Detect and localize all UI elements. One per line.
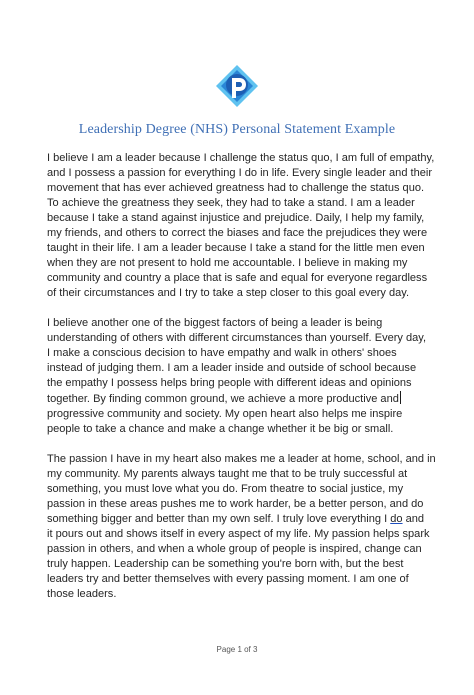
underlined-word: do [390, 513, 403, 525]
text-line: leaders try and better themselves with every passing moment. I am one of [47, 573, 409, 585]
text-line: people to take a chance and make a change whether it be big or small. [47, 423, 394, 435]
text-line: together. By finding common ground, we achieve a more productive and [47, 393, 399, 405]
page-number-footer: Page 1 of 3 [216, 645, 258, 654]
text-line: community and country a place that is safe and equal for everyone regardless [47, 272, 428, 284]
text-line: truly happen. Leadership can be something you're born with, but the best [47, 558, 404, 570]
text-line: I make a conscious decision to have empathy and walk in others' shoes [47, 347, 397, 359]
text-line: The passion I have in my heart also makes me a leader at home, school, and in [47, 453, 436, 465]
paragraph-2 [47, 316, 429, 437]
text-line: when they are not present to hold me accountable. I believe in making my [47, 257, 408, 269]
text-segment: and [402, 513, 425, 525]
text-line: I believe another one of the biggest factors of being a leader is being [47, 317, 383, 329]
brand-p-logo-icon [212, 62, 262, 112]
text-line: passion in others, and when a whole group of people is inspired, change can [47, 543, 422, 555]
text-line: passion in these areas pushes me to work harder, be a better person, and do [47, 498, 424, 510]
text-line: To achieve the greatness they seek, they had to take a stand. I am a leader [47, 197, 415, 209]
text-line: movement that has ever achieved greatness had to challenge the status quo. [47, 182, 425, 194]
text-line: progressive community and society. My open heart also helps me inspire [47, 408, 403, 420]
text-line: it pours out and shows itself in every aspect of my life. My passion helps spark [47, 528, 430, 540]
text-line: the empathy I possess helps bring people with different ideas and opinions [47, 377, 412, 389]
text-line: my friends, and others to correct the biases and face the prejudices they were [47, 227, 428, 239]
text-line: those leaders. [47, 588, 117, 600]
paragraph-1 [47, 151, 435, 301]
text-line: instead of judging them. I am a leader inside and outside of school because [47, 362, 417, 374]
text-line-with-cursor [47, 391, 429, 407]
text-line: my community. My parents always taught me that to be truly successful at [47, 468, 408, 480]
text-cursor [400, 391, 401, 404]
text-line: taught in their life. I am a leader because I take a stand for the little men even [47, 242, 425, 254]
text-line: and I possess a passion for everything I do in life. Every single leader and their [47, 167, 433, 179]
text-line: understanding of others with different circumstances than yourself. Every day, [47, 332, 427, 344]
text-line: of their circumstances and I try to take a step closer to this goal every day. [47, 287, 410, 299]
document-body [47, 151, 436, 617]
text-line: something, you must love what you do. From theatre to social justice, my [47, 483, 404, 495]
paragraph-3 [47, 452, 436, 602]
text-line: because I take a stand against injustice and prejudice. Daily, I help my family, [47, 212, 425, 224]
document-title: Leadership Degree (NHS) Personal Statement Example [78, 122, 396, 137]
text-line-with-underline [47, 512, 429, 527]
text-line: I believe I am a leader because I challenge the status quo, I am full of empathy, [47, 152, 435, 164]
text-segment: something bigger and better than my own self. I truly love everything I [47, 513, 391, 525]
